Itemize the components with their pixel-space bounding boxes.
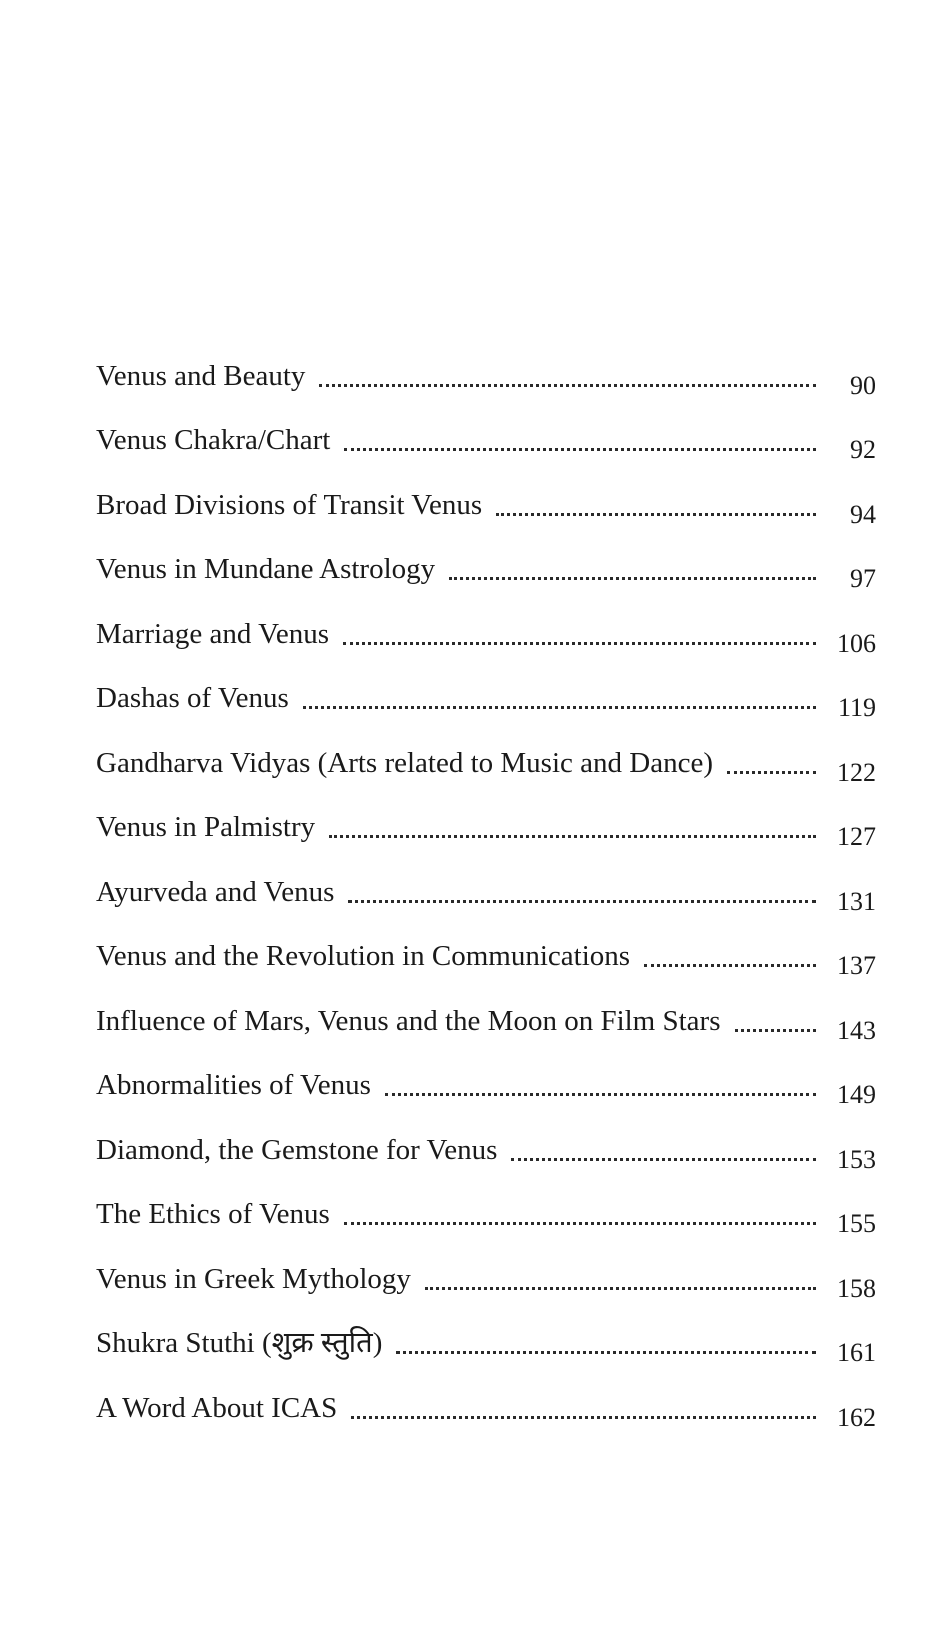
toc-entry [96,723,876,788]
toc-entry-page: 127 [837,822,876,851]
toc-entry [96,981,876,1046]
toc-entry [96,594,876,659]
dot-leader [344,448,816,451]
toc-entry [96,1046,876,1111]
toc-entry-title: Venus and the Revolution in Communications [96,940,631,972]
toc-entry [96,465,876,530]
dot-leader [644,964,816,967]
toc-entry [96,659,876,724]
toc-entry-page: 153 [837,1144,876,1174]
dot-leader [344,1222,816,1225]
toc-entry-page: 131 [837,886,876,916]
dot-leader [351,1416,816,1419]
toc-entry-title: Gandharva Vidyas (Arts related to Music and Dance) [96,746,713,779]
toc-entry [96,917,876,982]
toc-entry-page: 94 [850,499,876,529]
toc-entry-page: 92 [850,435,876,464]
toc-entry-title: A Word About ICAS [96,1391,338,1424]
toc-entry-page: 137 [837,951,876,980]
toc-entry-title: The Ethics of Venus [96,1198,330,1230]
dot-leader [329,835,816,838]
toc-entry-title: Abnormalities of Venus [96,1069,371,1101]
toc-entry-title: Venus Chakra/Chart [96,424,331,456]
dot-leader [511,1158,816,1161]
dot-leader [735,1029,817,1032]
dot-leader [348,900,816,903]
toc-entry-title: Venus and Beauty [96,359,306,392]
toc-entry [96,788,876,853]
toc-entry-page: 119 [837,693,876,722]
toc-entry [96,1304,876,1369]
toc-entry-page: 161 [837,1338,876,1367]
toc-entry [96,1175,876,1240]
dot-leader [343,642,816,645]
toc-entry-title: Dashas of Venus [96,682,289,714]
toc-entry-title: Diamond, the Gemstone for Venus [96,1133,498,1166]
dot-leader [449,577,816,580]
toc-entry [96,1368,876,1433]
toc-entry-title: Marriage and Venus [96,617,330,650]
toc-entry [96,1239,876,1304]
toc-entry-title: Venus in Mundane Astrology [96,553,436,585]
toc-entry-title: Influence of Mars, Venus and the Moon on Film Stars [96,1004,721,1037]
toc-entry [96,401,876,466]
dot-leader [303,706,816,709]
toc-entry-title: Ayurveda and Venus [96,875,335,908]
dot-leader [319,384,816,387]
toc-entry-page: 97 [850,564,876,593]
toc-entry-page: 90 [850,370,876,400]
dot-leader [496,513,816,516]
table-of-contents [96,336,876,1433]
toc-entry-page: 155 [837,1209,876,1238]
dot-leader [727,771,816,774]
toc-entry [96,530,876,595]
toc-entry-page: 106 [837,628,876,658]
toc-entry-title: Shukra Stuthi (शुक्र स्तुति) [96,1327,383,1359]
toc-entry-title: Venus in Greek Mythology [96,1262,411,1295]
toc-entry-page: 149 [837,1080,876,1109]
toc-entry-title: Broad Divisions of Transit Venus [96,488,483,521]
dot-leader [425,1287,816,1290]
toc-entry-title: Venus in Palmistry [96,811,316,843]
dot-leader [385,1093,816,1096]
toc-entry-page: 122 [837,757,876,787]
toc-entry-page: 158 [837,1273,876,1303]
toc-entry [96,336,876,401]
toc-entry-page: 162 [837,1402,876,1432]
toc-entry-page: 143 [837,1015,876,1045]
dot-leader [396,1351,816,1354]
toc-entry [96,852,876,917]
toc-entry [96,1110,876,1175]
